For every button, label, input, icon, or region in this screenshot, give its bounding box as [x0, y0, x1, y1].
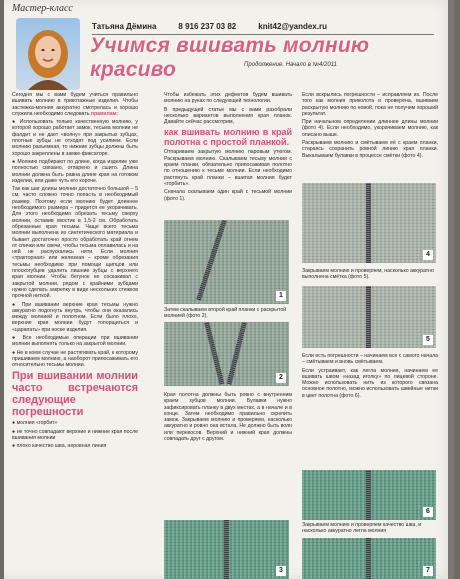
column-2-top [164, 92, 292, 204]
author-name: Татьяна Дёмина [92, 22, 157, 31]
error-intro: ● молния «горбит» [12, 420, 58, 427]
column-1 [12, 92, 138, 452]
col2-p5: Края полотна должны быть ровно с внутренним краем зубцов молнии. Булавки нужно зафиксировать планку в двух местах, а в начале и в конце. Затем необходимо правильно скрепить замок. Закрываем молнию и проверяем, насколько аккуратно и ровно она встала. Не должно быть волн или перекосов. Верхний и нижний края должны совпадать друг с другом. [164, 392, 292, 443]
rule-1: ● Использовать только качественную молнию, у которой хорошо работает замок, тесьма молнии не фалдит и не дает «волну» при закрытых зубцах, плотные зубцы не отходят под усилием. Если молнию разъемная, то нижние зубцы должны быть хорошо закреплены в замке-фиксаторе. [12, 119, 138, 157]
caption-7: Закрываем молнию и проверяем качество шва, и насколько аккуратно легла молния [302, 522, 422, 535]
continued-note: Продолжение. Начало в №4/2011 [244, 62, 337, 68]
photo-1-number: 1 [276, 291, 286, 301]
photo-5 [302, 286, 436, 348]
photo-2 [164, 322, 289, 386]
page-edge [448, 0, 454, 579]
column-3-top [302, 92, 438, 161]
error-2: ● плохо качество шва, неровная линия [12, 443, 107, 450]
photo-3 [164, 520, 289, 579]
article-title: Учимся вшивать молнию красиво [90, 34, 370, 81]
caption-5: Закрываем молнию и проверяем, насколько аккуратно выполнена смётка (фото 5). [302, 268, 434, 281]
photo-6-number: 6 [423, 507, 433, 517]
intro-text: Сегодня мы с вами будем учиться правильно вшивать молнию в трикотажные изделия. Чтобы застежка-молния аккуратно смотрелась и хорошо служила необходимо следовать [12, 92, 138, 117]
rule-6: ● Не в коем случае не растягивать край, к которому пришиваем молнию, а наоборот припосаживать его относительно тесьмы молнии. [12, 349, 138, 369]
photo-6 [302, 470, 436, 520]
rule-3: Так как шаг длины молнии достаточно большой – 5 см, часто сложно точно попасть в необходимый размер. Поэтому если молнию будет длиннее необходимого размера – придется ее укорачивать. Для этого необходимо обрезать тесьму сверху молнии, оставив хвостик в 1,5-2 см. Обработать обрезанные края тесьмы. Чаще всего тесьма молнии выполнена из синтетического материала и бывает достаточно просто обработать край огнем от спички или свечи, чтобы тесьма оплавилась и на ней не распускались нити. Если молния «тракторная» или железная – кроме обрезания тесьмы необходимо при помощи щипцов или плоскогубцев удалить лишние зубцы с верхнего края молнии. Чтобы бегунок не соскакивал с закрытой молнии, рядом с крайними зубцами нужно сделать закрепку в виде нескольких стежков прочной ниткой. [12, 186, 138, 300]
column-3-mid [302, 353, 438, 401]
rules-label: правилам: [90, 110, 119, 117]
photo-3-number: 3 [276, 566, 286, 576]
col2-heading: как вшивать молнию в край полотна с простой планкой. [164, 127, 292, 148]
author-phone: 8 916 237 03 82 [178, 22, 237, 31]
section-label: Мастер-класс [12, 3, 73, 14]
column-2-bottom [164, 392, 292, 444]
photo-4-number: 4 [423, 250, 433, 260]
col2-p1: Чтобы избежать этих дефектов будем вшивать молнию на руках по следующей технологии. [164, 92, 292, 105]
author-photo [16, 18, 80, 90]
col2-p4: Сначала скалываем один край с тесьмой молнии (фото 1). [164, 189, 292, 202]
error-1: ● не точно совпадают верхние и нижние края после вшивания молнии [12, 428, 138, 442]
col2-p3: Отпариваем закрытую молнию паровым утюгом. Раскрываем молнию. Скалываем тесьму молнии с краем планки, обязательно припосаживая полотно по отношению к тесьме молнии. Если необходимо растянуть край планки – вшитая молния будет «горбить». [164, 149, 292, 187]
col3-p2: При начальном определении длиннее длины молнии (фото 4). Если необходимо, укорачиваем молнию, как описано выше. [302, 119, 438, 138]
magazine-page [4, 0, 454, 579]
author-email: knit42@yandex.ru [258, 22, 327, 31]
photo-4 [302, 183, 436, 263]
caption-2: Затем скалываем второй край планки с раскрытой молнией (фото 2). [164, 307, 287, 320]
photo-1 [164, 220, 289, 304]
author-contact [92, 19, 434, 35]
rule-4: ● При вшивании верхние края тесьмы нужно аккуратно подогнуть внутрь, чтобы они оказались между молнией и полотном. Если было плохо, верхние края молнии будут топорщиться и «царапать» при носке изделия. [12, 301, 138, 333]
photo-7-number: 7 [423, 566, 433, 576]
col3-p4: Если есть погрешности – начинаем все с самого начала – смётываем и вновь смётываем. [302, 353, 438, 366]
errors-heading: При вшивании молнии часто встречаются следующие погрешности [12, 370, 138, 419]
rule-2: ● Молнию подбирают по длине, когда изделие уже полностью связано, отпарено и сшито. Длина молнии должна быть равна длине края на готовом изделии, или даже чуть его короче. [12, 158, 138, 184]
col3-p1: Если вскрылись погрешности – исправляем их. После того как молния приколота и проверена, вшиваем раскрытую молнию по новой, пока не получим хороший результат. [302, 92, 438, 117]
photo-7 [302, 538, 436, 579]
photo-5-number: 5 [423, 335, 433, 345]
col3-p5: Если устраивает, как легла молния, начинаем ее вшивать швом «назад иголку» по лицевой стороне. Можно использовать нить из которого связана основное полотно, можно использовать швейные нитки в цвет полотна (фото 6). [302, 367, 438, 399]
photo-2-number: 2 [276, 373, 286, 383]
rule-5: ● Все необходимые операции при вшивании молнии выполнять только на закрытой молнии. [12, 334, 138, 348]
col3-p3: Раскрываем молнию и смётываем её с краем планки, стараясь сохранить ровной линию края планки. Выкалываем булавки в процессе смётки (фото 4). [302, 140, 438, 159]
col2-p2: В предыдущей статье мы с вами разобрали несколько вариантов выполнения края планок. Давайте сейчас рассмотрим, [164, 106, 292, 126]
